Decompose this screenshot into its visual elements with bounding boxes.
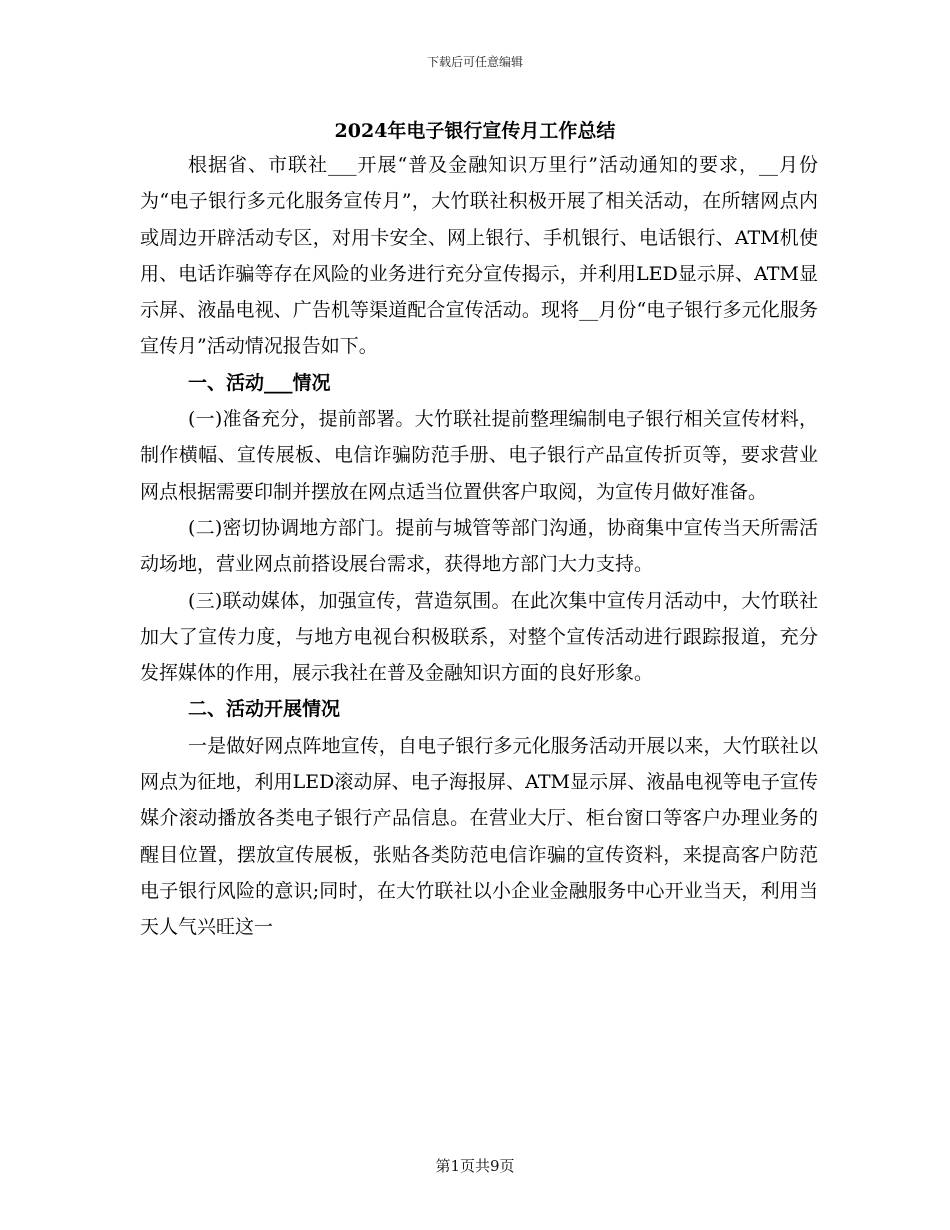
body-paragraph: 一是做好网点阵地宣传，自电子银行多元化服务活动开展以来，大竹联社以网点为征地，利用LED滚动屏、电子海报屏、ATM显示屏、液晶电视等电子宣传媒介滚动播放各类电子银行产品信息。在营业大厅、柜台窗口等客户办理业务的醒目位置，摆放宣传展板，张贴各类防范电信诈骗的宣传资料，来提高客户防范电子银行风险的意识;同时，在大竹联社以小企业金融服务中心开业当天，利用当天人气兴旺这一 — [140, 734, 818, 939]
header-note: 下载后可任意编辑 — [426, 55, 523, 69]
body-paragraph: (三)联动媒体，加强宣传，营造氛围。在此次集中宣传月活动中，大竹联社加大了宣传力度，与地方电视台积极联系，对整个宣传活动进行跟踪报道，充分发挥媒体的作用，展示我社在普及金融知识方面的良好形象。 — [140, 589, 818, 685]
document-title: 2024年电子银行宣传月工作总结 — [334, 120, 616, 142]
body-paragraph: (二)密切协调地方部门。提前与城管等部门沟通，协商集中宣传当天所需活动场地，营业网点前搭设展台需求，获得地方部门大力支持。 — [140, 516, 818, 576]
intro-paragraph: 根据省、市联社___开展“普及金融知识万里行”活动通知的要求，__月份为“电子银行多元化服务宣传月”，大竹联社积极开展了相关活动，在所辖网点内或周边开辟活动专区，对用卡安全、网上银行、手机银行、电话银行、ATM机使用、电话诈骗等存在风险的业务进行充分宣传揭示，并利用LED显示屏、ATM显示屏、液晶电视、广告机等渠道配合宣传活动。现将__月份“电子银行多元化服务宣传月”活动情况报告如下。 — [140, 154, 818, 358]
document-body — [140, 147, 818, 946]
section-heading: 二、活动开展情况 — [188, 698, 341, 721]
page-number: 第1页共9页 — [435, 1157, 515, 1175]
section-heading: 一、活动___情况 — [188, 371, 331, 394]
body-paragraph: (一)准备充分，提前部署。大竹联社提前整理编制电子银行相关宣传材料，制作横幅、宣传展板、电信诈骗防范手册、电子银行产品宣传折页等，要求营业网点根据需要印制并摆放在网点适当位置供客户取阅，为宣传月做好准备。 — [140, 408, 818, 503]
